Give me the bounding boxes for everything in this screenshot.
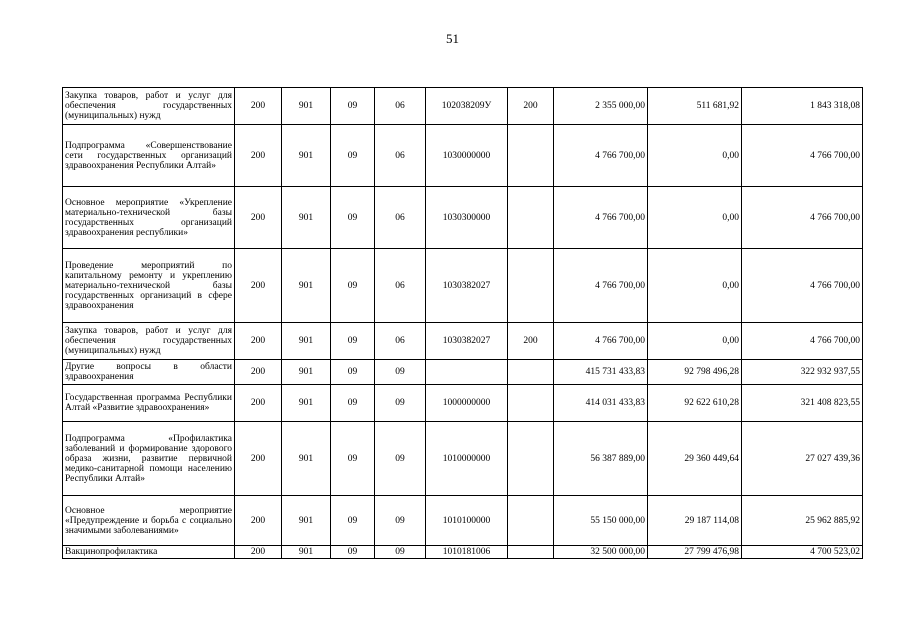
- row-col3: 09: [331, 187, 375, 249]
- row-code: 1000000000: [426, 385, 508, 422]
- row-value2: 27 799 476,98: [648, 546, 742, 559]
- row-col3: 09: [331, 360, 375, 385]
- row-type: [508, 249, 554, 323]
- row-value3: 1 843 318,08: [742, 88, 863, 125]
- row-value1: 414 031 433,83: [554, 385, 648, 422]
- row-col3: 09: [331, 125, 375, 187]
- row-name: Подпрограмма «Профилактика заболеваний и формирование здорового образа жизни, развитие первичной медико-санитарной помощи населению Республики Алтай»: [63, 422, 235, 496]
- row-col1: 200: [235, 249, 282, 323]
- row-value3: 4 700 523,02: [742, 546, 863, 559]
- row-col4: 06: [375, 187, 426, 249]
- row-col3: 09: [331, 323, 375, 360]
- row-col4: 09: [375, 546, 426, 559]
- table-row: [63, 422, 863, 496]
- row-col2: 901: [282, 125, 331, 187]
- row-code: [426, 360, 508, 385]
- row-col4: 06: [375, 88, 426, 125]
- row-col2: 901: [282, 323, 331, 360]
- row-value1: 55 150 000,00: [554, 496, 648, 546]
- table-body: [63, 88, 863, 559]
- row-value1: 2 355 000,00: [554, 88, 648, 125]
- row-col3: 09: [331, 546, 375, 559]
- row-col2: 901: [282, 360, 331, 385]
- row-value2: 0,00: [648, 249, 742, 323]
- row-value2: 0,00: [648, 125, 742, 187]
- row-value3: 4 766 700,00: [742, 323, 863, 360]
- row-name: Другие вопросы в области здравоохранения: [63, 360, 235, 385]
- table-row: [63, 187, 863, 249]
- row-type: [508, 187, 554, 249]
- row-col2: 901: [282, 422, 331, 496]
- row-code: 1030382027: [426, 323, 508, 360]
- row-col1: 200: [235, 422, 282, 496]
- row-type: [508, 546, 554, 559]
- row-col1: 200: [235, 360, 282, 385]
- table-row: [63, 385, 863, 422]
- row-type: [508, 422, 554, 496]
- row-col1: 200: [235, 385, 282, 422]
- row-code: 102038209У: [426, 88, 508, 125]
- row-col4: 09: [375, 496, 426, 546]
- row-value1: 32 500 000,00: [554, 546, 648, 559]
- row-name: Основное мероприятие «Предупреждение и борьба с социально значимыми заболеваниями»: [63, 496, 235, 546]
- row-col2: 901: [282, 187, 331, 249]
- row-col1: 200: [235, 88, 282, 125]
- row-value2: 92 622 610,28: [648, 385, 742, 422]
- row-col2: 901: [282, 249, 331, 323]
- row-code: 1010000000: [426, 422, 508, 496]
- table-row: [63, 496, 863, 546]
- row-value2: 511 681,92: [648, 88, 742, 125]
- table-row: [63, 88, 863, 125]
- row-name: Закупка товаров, работ и услуг для обеспечения государственных (муниципальных) нужд: [63, 88, 235, 125]
- page-number: 51: [446, 31, 459, 46]
- row-col3: 09: [331, 496, 375, 546]
- row-value1: 56 387 889,00: [554, 422, 648, 496]
- row-value3: 4 766 700,00: [742, 187, 863, 249]
- row-value2: 92 798 496,28: [648, 360, 742, 385]
- row-name: Подпрограмма «Совершенствование сети государственных организаций здравоохранения Республики Алтай»: [63, 125, 235, 187]
- row-col2: 901: [282, 546, 331, 559]
- row-code: 1010100000: [426, 496, 508, 546]
- row-col4: 09: [375, 385, 426, 422]
- row-value1: 4 766 700,00: [554, 125, 648, 187]
- row-name: Государственная программа Республики Алтай «Развитие здравоохранения»: [63, 385, 235, 422]
- row-value2: 29 360 449,64: [648, 422, 742, 496]
- row-value1: 4 766 700,00: [554, 323, 648, 360]
- row-col2: 901: [282, 496, 331, 546]
- row-type: [508, 496, 554, 546]
- row-col4: 06: [375, 323, 426, 360]
- row-col3: 09: [331, 422, 375, 496]
- row-value1: 4 766 700,00: [554, 249, 648, 323]
- row-code: 1030300000: [426, 187, 508, 249]
- row-value2: 0,00: [648, 187, 742, 249]
- row-value3: 4 766 700,00: [742, 249, 863, 323]
- row-value2: 0,00: [648, 323, 742, 360]
- row-name: Закупка товаров, работ и услуг для обеспечения государственных (муниципальных) нужд: [63, 323, 235, 360]
- row-type: [508, 385, 554, 422]
- row-value3: 322 932 937,55: [742, 360, 863, 385]
- row-col1: 200: [235, 323, 282, 360]
- table-row: [63, 546, 863, 559]
- row-col2: 901: [282, 88, 331, 125]
- row-type: 200: [508, 88, 554, 125]
- row-value3: 25 962 885,92: [742, 496, 863, 546]
- row-col4: 09: [375, 422, 426, 496]
- table-row: [63, 125, 863, 187]
- table-row: [63, 360, 863, 385]
- row-value3: 27 027 439,36: [742, 422, 863, 496]
- row-name: Основное мероприятие «Укрепление материально-технической базы государственных организаций здравоохранения республики»: [63, 187, 235, 249]
- row-code: 1030382027: [426, 249, 508, 323]
- row-value2: 29 187 114,08: [648, 496, 742, 546]
- row-type: 200: [508, 323, 554, 360]
- row-col1: 200: [235, 496, 282, 546]
- row-col3: 09: [331, 88, 375, 125]
- row-col3: 09: [331, 249, 375, 323]
- row-type: [508, 360, 554, 385]
- row-value3: 321 408 823,55: [742, 385, 863, 422]
- row-value1: 415 731 433,83: [554, 360, 648, 385]
- budget-table: [62, 87, 863, 559]
- row-col4: 09: [375, 360, 426, 385]
- row-col1: 200: [235, 125, 282, 187]
- row-col2: 901: [282, 385, 331, 422]
- row-col1: 200: [235, 187, 282, 249]
- table-row: [63, 323, 863, 360]
- table-row: [63, 249, 863, 323]
- row-type: [508, 125, 554, 187]
- row-name: Проведение мероприятий по капитальному ремонту и укреплению материально-технической базы государственных организаций в сфере здравоохранения: [63, 249, 235, 323]
- row-code: 1010181006: [426, 546, 508, 559]
- row-value3: 4 766 700,00: [742, 125, 863, 187]
- row-code: 1030000000: [426, 125, 508, 187]
- row-name: Вакцинопрофилактика: [63, 546, 235, 559]
- row-col4: 06: [375, 125, 426, 187]
- row-col1: 200: [235, 546, 282, 559]
- row-col4: 06: [375, 249, 426, 323]
- row-value1: 4 766 700,00: [554, 187, 648, 249]
- row-col3: 09: [331, 385, 375, 422]
